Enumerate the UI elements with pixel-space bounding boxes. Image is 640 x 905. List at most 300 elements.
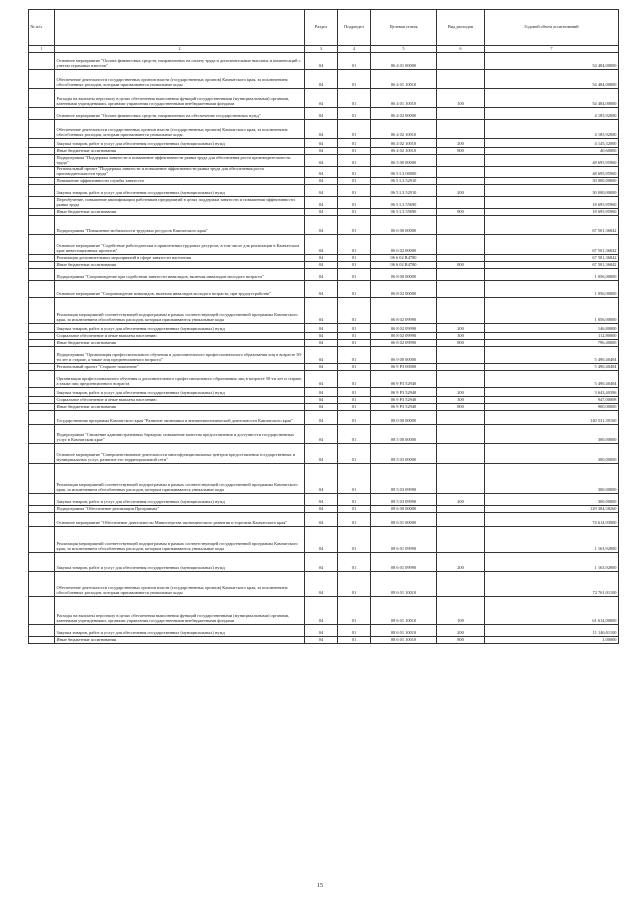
row-expense-type-cell [437, 411, 485, 425]
row-section-cell: 04 [305, 89, 338, 108]
row-number-cell [29, 597, 55, 625]
row-number-cell [29, 178, 55, 185]
row-name-cell: Переобучение, повышение квалификации работников предприятий в целях поддержки занятости и повышения эффективности рынка труда [55, 197, 305, 209]
row-target-cell: 08 6 01 10010 [371, 572, 437, 597]
row-section-cell: 04 [305, 269, 338, 281]
row-target-cell: 06 9 P3 52940 [371, 404, 437, 411]
row-target-cell: 06 4 01 00000 [371, 53, 437, 70]
table-row [29, 388, 619, 397]
row-section-cell: 04 [305, 572, 338, 597]
row-amount-cell: 112,80000 [485, 333, 619, 340]
row-number-cell [29, 197, 55, 209]
row-number-cell [29, 340, 55, 347]
row-number-cell [29, 464, 55, 494]
row-subsection-cell: 01 [338, 371, 371, 388]
row-number-cell [29, 298, 55, 324]
row-target-cell: 06 6 02 R4780 [371, 255, 437, 262]
row-section-cell: 04 [305, 209, 338, 216]
header-index-2: 2 [55, 46, 305, 53]
row-expense-type-cell [437, 178, 485, 185]
row-number-cell [29, 120, 55, 139]
row-section-cell: 04 [305, 262, 338, 269]
row-subsection-cell: 01 [338, 167, 371, 178]
row-target-cell: 08 6 01 09990 [371, 553, 437, 572]
row-amount-cell: 40,60000 [485, 148, 619, 155]
row-expense-type-cell [437, 197, 485, 209]
row-target-cell: 06 8 02 00000 [371, 281, 437, 298]
row-section-cell: 04 [305, 464, 338, 494]
row-section-cell: 04 [305, 53, 338, 70]
row-subsection-cell: 01 [338, 235, 371, 255]
row-expense-type-cell: 300 [437, 333, 485, 340]
row-expense-type-cell [437, 527, 485, 553]
row-target-cell: 06 4 02 10010 [371, 139, 437, 148]
row-expense-type-cell [437, 255, 485, 262]
row-amount-cell: 5 490,40404 [485, 364, 619, 371]
row-number-cell [29, 388, 55, 397]
row-section-cell: 04 [305, 388, 338, 397]
row-amount-cell: 54 484,00000 [485, 70, 619, 89]
row-amount-cell: 129 384,58260 [485, 506, 619, 513]
row-target-cell: 08 6 01 10010 [371, 597, 437, 625]
row-target-cell: 06 5 L3 52910 [371, 178, 437, 185]
row-expense-type-cell [437, 269, 485, 281]
row-section-cell: 04 [305, 347, 338, 364]
row-section-cell: 04 [305, 625, 338, 637]
row-number-cell [29, 506, 55, 513]
row-section-cell: 04 [305, 553, 338, 572]
row-subsection-cell: 01 [338, 553, 371, 572]
row-number-cell [29, 625, 55, 637]
row-subsection-cell: 01 [338, 506, 371, 513]
row-name-cell: Основное мероприятие "Обеспечение деятельности Министерства экономического развития и торговли Камчатского края" [55, 513, 305, 527]
row-name-cell: Реализация мероприятий соответствующей подпрограммы в рамках соответствующей государственной программы Камчатского края, за исключением обособленных расходов, которым присваиваются уникальные коды [55, 527, 305, 553]
row-target-cell: 06 8 02 09990 [371, 333, 437, 340]
header-annual-amount: Годовой объем ассигнований [485, 10, 619, 46]
table-row [29, 209, 619, 216]
row-name-cell: Иные бюджетные ассигнования [55, 148, 305, 155]
row-amount-cell: 5 490,40404 [485, 347, 619, 364]
row-subsection-cell: 01 [338, 120, 371, 139]
page-number: 15 [317, 883, 323, 889]
row-expense-type-cell [437, 108, 485, 120]
row-amount-cell: 74 614,93900 [485, 513, 619, 527]
table-row [29, 527, 619, 553]
row-amount-cell: 300,00000 [485, 444, 619, 464]
table-row [29, 397, 619, 404]
table-row [29, 411, 619, 425]
row-expense-type-cell: 800 [437, 637, 485, 644]
row-amount-cell: 18 695,95960 [485, 209, 619, 216]
row-section-cell: 04 [305, 340, 338, 347]
table-row [29, 148, 619, 155]
row-amount-cell: 5 490,40404 [485, 371, 619, 388]
header-index-4: 4 [338, 46, 371, 53]
row-subsection-cell: 01 [338, 185, 371, 197]
row-expense-type-cell: 200 [437, 388, 485, 397]
row-number-cell [29, 235, 55, 255]
header-index-3: 3 [305, 46, 338, 53]
row-amount-cell: 4 185,92000 [485, 108, 619, 120]
row-subsection-cell: 01 [338, 425, 371, 444]
table-row [29, 235, 619, 255]
row-expense-type-cell: 200 [437, 324, 485, 333]
table-row [29, 513, 619, 527]
row-number-cell [29, 411, 55, 425]
table-row [29, 298, 619, 324]
row-target-cell: 06 6 00 00000 [371, 216, 437, 235]
row-number-cell [29, 70, 55, 89]
table-row [29, 444, 619, 464]
row-subsection-cell: 01 [338, 597, 371, 625]
table-row [29, 572, 619, 597]
row-amount-cell: 67 501,36842 [485, 255, 619, 262]
row-amount-cell: 48 695,95960 [485, 155, 619, 167]
row-target-cell: 08 5 03 09990 [371, 494, 437, 506]
row-target-cell: 06 4 01 10010 [371, 89, 437, 108]
row-target-cell: 08 6 01 10010 [371, 637, 437, 644]
row-subsection-cell: 01 [338, 178, 371, 185]
row-section-cell: 04 [305, 637, 338, 644]
row-name-cell: Реализация мероприятий соответствующей подпрограммы в рамках соответствующей государственной программы Камчатского края, за исключением обособленных расходов, которым присваиваются уникальные коды [55, 298, 305, 324]
row-expense-type-cell [437, 53, 485, 70]
table-row [29, 155, 619, 167]
table-row [29, 185, 619, 197]
row-subsection-cell: 01 [338, 155, 371, 167]
row-subsection-cell: 01 [338, 404, 371, 411]
row-subsection-cell: 01 [338, 148, 371, 155]
row-number-cell [29, 89, 55, 108]
row-subsection-cell: 01 [338, 324, 371, 333]
row-name-cell: Региональный проект "Поддержка занятости и повышение эффективности рынка труда для обеспечения роста производительности труда" [55, 167, 305, 178]
row-target-cell: 06 5 L3 55690 [371, 209, 437, 216]
row-subsection-cell: 01 [338, 216, 371, 235]
row-amount-cell: 1 163,92800 [485, 553, 619, 572]
row-subsection-cell: 01 [338, 464, 371, 494]
row-subsection-cell: 01 [338, 625, 371, 637]
row-number-cell [29, 572, 55, 597]
row-number-cell [29, 404, 55, 411]
header-expense-type: Вид расходов [437, 10, 485, 46]
row-amount-cell: 1 056,00000 [485, 281, 619, 298]
row-subsection-cell: 01 [338, 139, 371, 148]
row-target-cell: 06 9 P3 52940 [371, 371, 437, 388]
row-amount-cell: 3 643,40396 [485, 388, 619, 397]
row-number-cell [29, 148, 55, 155]
table-row [29, 216, 619, 235]
row-amount-cell: 67 501,36842 [485, 262, 619, 269]
row-amount-cell: 30 000,00000 [485, 185, 619, 197]
row-number-cell [29, 255, 55, 262]
row-amount-cell: 300,00000 [485, 425, 619, 444]
table-row [29, 281, 619, 298]
row-target-cell: 06 4 01 10010 [371, 70, 437, 89]
row-target-cell: 06 9 00 00000 [371, 347, 437, 364]
header-index-1: 1 [29, 46, 55, 53]
table-row [29, 262, 619, 269]
row-amount-cell: 1 056,00000 [485, 298, 619, 324]
row-target-cell: 06 8 02 09990 [371, 324, 437, 333]
row-number-cell [29, 364, 55, 371]
row-name-cell: Закупка товаров, работ и услуг для обеспечения государственных (муниципальных) нужд [55, 185, 305, 197]
row-name-cell: Основное мероприятие "Содействие работодателям в привлечении трудовых ресурсов, в том числе для реализации в Камчатском крае инвестиционных проектов" [55, 235, 305, 255]
row-amount-cell: 300,00000 [485, 494, 619, 506]
row-amount-cell: 796,40000 [485, 340, 619, 347]
row-subsection-cell: 01 [338, 397, 371, 404]
budget-allocation-table [28, 9, 619, 644]
row-name-cell: Основное мероприятие "Совершенствование деятельности многофункциональных центров предоставления государственных и муниципальных услуг, развитие его территориальной сети" [55, 444, 305, 464]
row-target-cell: 08 6 00 00000 [371, 506, 437, 513]
row-section-cell: 04 [305, 108, 338, 120]
row-name-cell: Закупка товаров, работ и услуг для обеспечения государственных (муниципальных) нужд [55, 625, 305, 637]
row-subsection-cell: 01 [338, 298, 371, 324]
row-name-cell: Социальное обеспечение и иные выплаты населению [55, 333, 305, 340]
row-subsection-cell: 01 [338, 444, 371, 464]
row-number-cell [29, 494, 55, 506]
header-name-blank [55, 10, 305, 46]
row-amount-cell: 947,00008 [485, 397, 619, 404]
row-amount-cell: 1 163,92800 [485, 527, 619, 553]
row-number-cell [29, 553, 55, 572]
table-row [29, 108, 619, 120]
row-section-cell: 04 [305, 324, 338, 333]
row-amount-cell: 11 146,01100 [485, 625, 619, 637]
table-row [29, 70, 619, 89]
row-subsection-cell: 01 [338, 527, 371, 553]
row-name-cell: Подпрограмма "Сопровождение при содействии занятости инвалидов, включая инвалидов молодого возраста" [55, 269, 305, 281]
table-row [29, 255, 619, 262]
row-expense-type-cell [437, 444, 485, 464]
row-target-cell: 08 0 00 00000 [371, 411, 437, 425]
row-number-cell [29, 209, 55, 216]
row-number-cell [29, 216, 55, 235]
table-row [29, 167, 619, 178]
table-row [29, 553, 619, 572]
row-name-cell: Подпрограмма "Снижение административных барьеров, повышение качества предоставления и доступности государственных услуг в Камчатском крае" [55, 425, 305, 444]
row-expense-type-cell [437, 364, 485, 371]
table-row [29, 637, 619, 644]
row-name-cell: Обеспечение деятельности государственных органов власти (государственных органов) Камчатского края, за исключением обособленных расходов, которым присваиваются уникальные коды [55, 572, 305, 597]
row-section-cell: 04 [305, 167, 338, 178]
row-target-cell: 06 9 P3 52940 [371, 388, 437, 397]
row-subsection-cell: 01 [338, 197, 371, 209]
row-subsection-cell: 01 [338, 572, 371, 597]
row-section-cell: 04 [305, 527, 338, 553]
row-amount-cell: 18 695,95960 [485, 197, 619, 209]
row-expense-type-cell: 200 [437, 494, 485, 506]
row-name-cell: Основное мероприятие "Оплата финансовых средств, направленных на оплату труда и дополнительные выплаты и компенсаций с учетом страховых взносов" [55, 53, 305, 70]
row-amount-cell: 4 185,92000 [485, 120, 619, 139]
row-expense-type-cell: 300 [437, 397, 485, 404]
table-row [29, 464, 619, 494]
row-target-cell: 06 4 02 10010 [371, 148, 437, 155]
table-row [29, 324, 619, 333]
row-section-cell: 04 [305, 298, 338, 324]
row-section-cell: 04 [305, 597, 338, 625]
row-number-cell [29, 324, 55, 333]
row-name-cell: Организация профессионального обучения и дополнительного профессионального образования лиц в возрасте 50-ти лет и старше, а также лиц предпенсионного возраста [55, 371, 305, 388]
row-name-cell: Подпрограмма "Повышение мобильности трудовых ресурсов Камчатского края" [55, 216, 305, 235]
row-expense-type-cell [437, 120, 485, 139]
row-amount-cell: 1 056,00000 [485, 269, 619, 281]
row-name-cell: Закупка товаров, работ и услуг для обеспечения государственных (муниципальных) нужд [55, 553, 305, 572]
table-row [29, 197, 619, 209]
row-amount-cell: 61 614,00000 [485, 597, 619, 625]
row-target-cell: 06 5 L3 52910 [371, 185, 437, 197]
row-number-cell [29, 425, 55, 444]
row-number-cell [29, 527, 55, 553]
row-target-cell: 06 5 00 00000 [371, 155, 437, 167]
row-section-cell: 04 [305, 139, 338, 148]
row-subsection-cell: 01 [338, 89, 371, 108]
row-section-cell: 04 [305, 444, 338, 464]
row-number-cell [29, 371, 55, 388]
row-target-cell: 08 6 01 09990 [371, 527, 437, 553]
row-section-cell: 04 [305, 364, 338, 371]
table-row [29, 333, 619, 340]
row-number-cell [29, 269, 55, 281]
row-section-cell: 04 [305, 404, 338, 411]
row-expense-type-cell [437, 167, 485, 178]
row-section-cell: 04 [305, 333, 338, 340]
row-subsection-cell: 01 [338, 388, 371, 397]
row-expense-type-cell [437, 347, 485, 364]
row-name-cell: Иные бюджетные ассигнования [55, 404, 305, 411]
row-subsection-cell: 01 [338, 513, 371, 527]
row-amount-cell: 146,80000 [485, 324, 619, 333]
row-expense-type-cell [437, 513, 485, 527]
row-expense-type-cell: 100 [437, 89, 485, 108]
row-subsection-cell: 01 [338, 53, 371, 70]
row-amount-cell: 67 501,36842 [485, 235, 619, 255]
row-amount-cell: 300,00000 [485, 464, 619, 494]
row-number-cell [29, 53, 55, 70]
row-name-cell: Государственная программа Камчатского края "Развитие экономики и внешнеэкономической деятельности Камчатского края" [55, 411, 305, 425]
row-amount-cell: 4 145,32000 [485, 139, 619, 148]
header-subsection: Подраздел [338, 10, 371, 46]
row-expense-type-cell [437, 235, 485, 255]
row-target-cell: 06 4 02 10010 [371, 120, 437, 139]
table-row [29, 364, 619, 371]
header-number: № п/п [29, 10, 55, 46]
row-name-cell: Подпрограмма "Организация профессионального обучения и дополнительного профессионального образования лиц в возрасте 50-ти лет и старше, а также лиц предпенсионного возраста" [55, 347, 305, 364]
row-number-cell [29, 139, 55, 148]
row-target-cell: 08 5 00 00000 [371, 425, 437, 444]
row-name-cell: Иные бюджетные ассигнования [55, 262, 305, 269]
table-row [29, 53, 619, 70]
row-amount-cell: 30 000,00000 [485, 178, 619, 185]
row-expense-type-cell: 800 [437, 209, 485, 216]
table-row [29, 371, 619, 388]
row-target-cell: 08 5 03 09990 [371, 464, 437, 494]
row-target-cell: 06 8 00 00000 [371, 269, 437, 281]
row-number-cell [29, 637, 55, 644]
row-amount-cell: 1,00000 [485, 637, 619, 644]
row-section-cell: 04 [305, 411, 338, 425]
row-name-cell: Социальное обеспечение и иные выплаты населению [55, 397, 305, 404]
row-amount-cell: 140 531,39160 [485, 411, 619, 425]
header-index-6: 6 [437, 46, 485, 53]
row-target-cell: 06 6 02 R4780 [371, 262, 437, 269]
row-name-cell: Иные бюджетные ассигнования [55, 340, 305, 347]
table-row [29, 597, 619, 625]
header-section: Раздел [305, 10, 338, 46]
table-row [29, 347, 619, 364]
row-target-cell: 06 4 02 00000 [371, 108, 437, 120]
row-number-cell [29, 333, 55, 340]
row-number-cell [29, 155, 55, 167]
row-expense-type-cell [437, 281, 485, 298]
row-amount-cell: 54 484,00000 [485, 53, 619, 70]
row-subsection-cell: 01 [338, 269, 371, 281]
row-name-cell: Закупка товаров, работ и услуг для обеспечения государственных (муниципальных) нужд [55, 139, 305, 148]
row-section-cell: 04 [305, 513, 338, 527]
row-subsection-cell: 01 [338, 209, 371, 216]
row-section-cell: 04 [305, 155, 338, 167]
header-index-5: 5 [371, 46, 437, 53]
row-name-cell: Основное мероприятие "Сопровождение инвалидов, включая инвалидов молодого возраста, при трудоустройстве" [55, 281, 305, 298]
row-expense-type-cell [437, 155, 485, 167]
row-number-cell [29, 281, 55, 298]
row-number-cell [29, 185, 55, 197]
row-section-cell: 04 [305, 197, 338, 209]
row-target-cell: 06 9 P3 52940 [371, 397, 437, 404]
row-subsection-cell: 01 [338, 347, 371, 364]
row-target-cell: 06 9 P3 00000 [371, 364, 437, 371]
row-section-cell: 04 [305, 425, 338, 444]
row-expense-type-cell [437, 216, 485, 235]
table-row [29, 178, 619, 185]
row-target-cell: 06 6 02 00000 [371, 235, 437, 255]
row-target-cell: 06 8 02 09990 [371, 298, 437, 324]
row-name-cell: Подпрограмма "Обеспечение реализации Программы" [55, 506, 305, 513]
row-subsection-cell: 01 [338, 108, 371, 120]
row-name-cell: Закупка товаров, работ и услуг для обеспечения государственных (муниципальных) нужд [55, 494, 305, 506]
row-expense-type-cell: 200 [437, 625, 485, 637]
row-amount-cell: 48 695,95960 [485, 167, 619, 178]
table-row [29, 625, 619, 637]
row-name-cell: Иные бюджетные ассигнования [55, 637, 305, 644]
row-subsection-cell: 01 [338, 494, 371, 506]
row-name-cell: Расходы на выплаты персоналу в целях обеспечения выполнения функций государственными (муниципальными) органами, казенными учреждениями, органами управления государственными внебюджетными фондами [55, 597, 305, 625]
row-section-cell: 04 [305, 506, 338, 513]
row-expense-type-cell [437, 371, 485, 388]
table-row [29, 404, 619, 411]
row-section-cell: 04 [305, 281, 338, 298]
row-subsection-cell: 01 [338, 411, 371, 425]
table-header [29, 10, 619, 53]
row-name-cell: Иные бюджетные ассигнования [55, 209, 305, 216]
row-number-cell [29, 167, 55, 178]
row-expense-type-cell: 200 [437, 139, 485, 148]
row-number-cell [29, 397, 55, 404]
row-name-cell: Реализация мероприятий соответствующей подпрограммы в рамках соответствующей государственной программы Камчатского края, за исключением обособленных расходов, которым присваиваются уникальные коды [55, 464, 305, 494]
row-section-cell: 04 [305, 371, 338, 388]
row-section-cell: 04 [305, 235, 338, 255]
row-section-cell: 04 [305, 397, 338, 404]
row-section-cell: 04 [305, 494, 338, 506]
row-section-cell: 04 [305, 178, 338, 185]
row-section-cell: 04 [305, 185, 338, 197]
table-row [29, 425, 619, 444]
row-subsection-cell: 01 [338, 281, 371, 298]
row-expense-type-cell [437, 425, 485, 444]
row-expense-type-cell: 800 [437, 262, 485, 269]
row-amount-cell: 67 501,36842 [485, 216, 619, 235]
row-expense-type-cell: 200 [437, 553, 485, 572]
row-number-cell [29, 347, 55, 364]
row-target-cell: 06 8 02 09990 [371, 340, 437, 347]
